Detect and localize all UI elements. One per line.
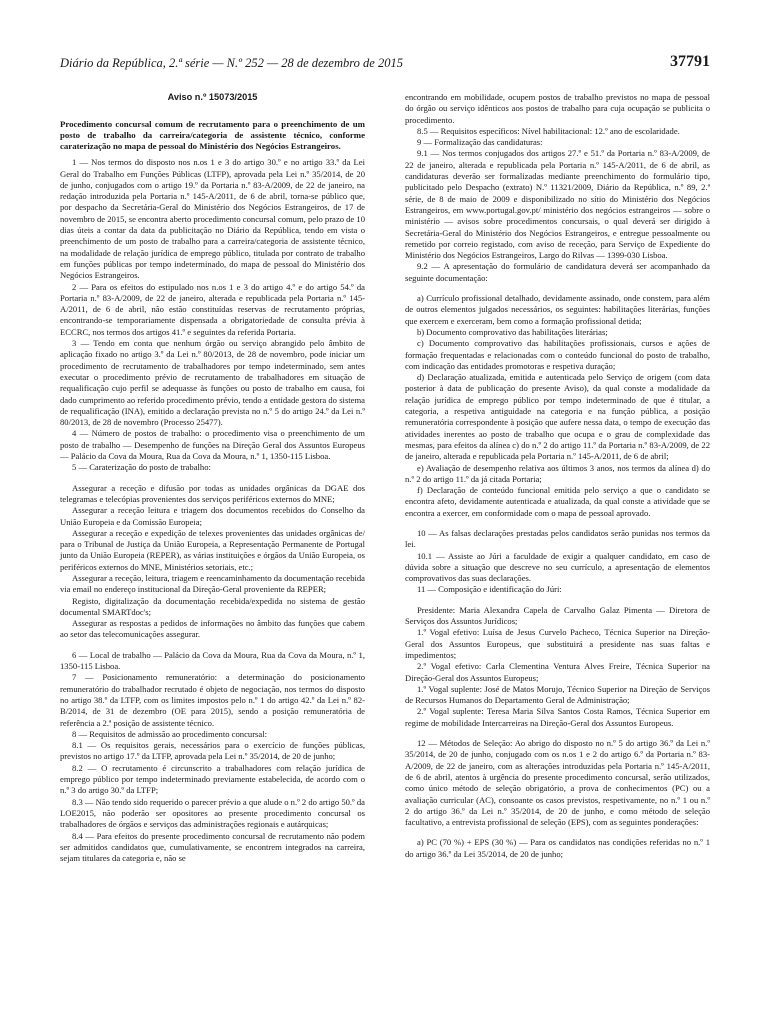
- paragraph: 11 — Composição e identificação do Júri:: [417, 584, 562, 595]
- page-header: [60, 53, 710, 78]
- paragraph: 8.1 — Os requisitos gerais, necessários para o exercício de funções públicas, previstos no artigo 17.º da LTFP, aprovada pela Lei n.º 35/2014, de 20 de junho;: [60, 740, 365, 762]
- paragraph: encontrando em mobilidade, ocupem postos de trabalho previstos no mapa de pessoal do órgão ou serviço idênticos aos postos de trabalho para cuja ocupação se publicita o procedimento.: [405, 92, 710, 125]
- jury-member: 1.º Vogal suplente: José de Matos Morujo, Técnico Superior na Direção de Serviços de Recursos Humanos do Departamento Geral de Administração;: [405, 683, 710, 706]
- paragraph: Assegurar a receção e difusão por todas as unidades orgânicas da DGAE dos telegramas e telecópias provenientes dos serviços periféricos externos do MNE;: [60, 482, 365, 504]
- paragraph: 8.2 — O recrutamento é circunscrito a trabalhadores com relação jurídica de emprego público por tempo indeterminado previamente estabelecida, de acordo com o n.º 3 do artigo 30.º da LTFP;: [60, 762, 365, 796]
- paragraph: 9.2 — A apresentação do formulário de candidatura deverá ser acompanhado da seguinte documentação:: [405, 261, 710, 283]
- jury-member: 1.º Vogal efetivo: Luísa de Jesus Curvelo Pacheco, Técnica Superior na Direção-Geral dos Assuntos Europeus, que substituirá a presidente nas suas faltas e impedimentos;: [405, 627, 710, 660]
- paragraph: 3 — Tendo em conta que nenhum órgão ou serviço abrangido pelo âmbito de aplicação fixado no artigo 3.º da Lei n.º 80/2013, de 28 de novembro, pode iniciar um procedimento de recrutamento de trabalhadores por tempo indeterminado, sem antes executar o procedimento prévio de recrutamento de trabalhadores em situação de requalificação cujo perfil se adequasse às funções ou posto de trabalho em causa, foi dado cumprimento ao referido procedimento prévio, tendo a entidade gestora do sistema de requalificação (INA), emitido a declaração prevista no n.º 5 do artigo 24.º da Lei n.º 80/2013, de 28 de novembro (Processo 25477).: [60, 338, 365, 428]
- paragraph: Assegurar a receção e expedição de telexes provenientes das unidades orgânicas de/ para o Tribunal de Justiça da União Europeia, a Representação Permanente de Portugal junto da União Europeia (REPER), as várias instituições e órgãos da União Europeia, os periféricos externos do MNE, Ministérios setoriais, etc.;: [60, 527, 365, 572]
- running-title: Diário da República, 2.ª série — N.º 252 — 28 de dezembro de 2015: [60, 56, 403, 70]
- paragraph: 8.4 — Para efeitos do presente procedimento concursal de recrutamento não podem ser admitidos candidatos que, cumulativamente, se encontrem integrados na carreira, sejam titulares da categoria e, não se: [60, 830, 365, 864]
- notice-title: Procedimento concursal comum de recrutamento para o preenchimento de um posto de trabalho da carreira/categoria de assistente técnico, conforme caraterização no mapa de pessoal do Ministério dos Negócios Estrangeiros.: [60, 119, 365, 152]
- paragraph: 1 — Nos termos do disposto nos n.os 1 e 3 do artigo 30.º e no artigo 33.º da Lei Geral do Trabalho em Funções Públicas (LTFP), aprovada pela Lei n.º 35/2014, de 20 de junho, conjugados com o artigo 19.º da Portaria n.º 83-A/2009, de 22 de janeiro, na redação introduzida pela Portaria n.º 145-A/2011, de 6 de abril, torna-se público que, por despacho da Secretária-Geral do Ministério dos Negócios Estrangeiros, de 17 de novembro de 2015, se encontra aberto procedimento concursal comum, pelo prazo de 10 dias úteis a contar da data da publicitação no Diário da República, tendo em vista o preenchimento de um posto de trabalho para a carreira/categoria de assistente técnico, na modalidade de relação jurídica de emprego público, titulada por contrato de trabalho em funções públicas por tempo indeterminado, do mapa de pessoal do Ministério dos Negócios Estrangeiros.: [60, 157, 365, 281]
- notice-label: Aviso n.º 15073/2015: [167, 92, 258, 102]
- list-item: a) Currículo profissional detalhado, devidamente assinado, onde constem, para além de outros elementos julgados necessários, os seguintes: habilitações literárias, funções que exercem e exerceram, bem como a formação profissional detida;: [405, 293, 710, 326]
- paragraph: 7 — Posicionamento remuneratório: a determinação do posicionamento remuneratório do trabalhador recrutado é objeto de negociação, nos termos do disposto no artigo 38.º da LTFP, com os limites impostos pelo n.º 1 do artigo 42.º da Lei n.º 82-B/2014, de 31 de dezembro (OE para 2015), sendo a posição remuneratória de referência a 2.ª posição de assistente técnico.: [60, 672, 365, 728]
- paragraph: Assegurar a receção leitura e triagem dos documentos recebidos do Conselho da União Europeia e da Comissão Europeia;: [60, 505, 365, 527]
- paragraph: 9 — Formalização das candidaturas:: [417, 137, 543, 148]
- paragraph: 2 — Para os efeitos do estipulado nos n.os 1 e 3 do artigo 4.º e do artigo 54.º da Portaria n.º 83-A/2009, de 22 de janeiro, alterada e republicada pela Portaria n.º 145-A/2011, de 6 de abril, não estão constituídas reservas de recrutamento próprias, encontrando-se temporariamente dispensada a obrigatoriedade de consulta prévia à ECCRC, nos termos dos artigos 41.º e seguintes da referida Portaria.: [60, 281, 365, 337]
- paragraph: 4 — Número de postos de trabalho: o procedimento visa o preenchimento de um posto de trabalho — Desempenho de funções na Direção Geral dos Assuntos Europeus — Palácio da Cova da Moura, Rua da Cova da Moura, n.º 1, 1350-115 Lisboa.: [60, 428, 365, 462]
- jury-member: Presidente: Maria Alexandra Capela de Carvalho Galaz Pimenta — Diretora de Serviços dos Assuntos Jurídicos;: [405, 604, 710, 627]
- paragraph: Assegurar as respostas a pedidos de informações no âmbito das funções que cabem ao setor das telecomunicações assegurar.: [60, 618, 365, 640]
- list-item: b) Documento comprovativo das habilitações literárias;: [417, 326, 608, 337]
- paragraph: 10.1 — Assiste ao Júri a faculdade de exigir a qualquer candidato, em caso de dúvida sobre a situação que descreve no seu currículo, a apresentação de elementos comprovativos das suas declarações.: [405, 550, 710, 584]
- paragraph: 9.1 — Nos termos conjugados dos artigos 27.º e 51.º da Portaria n.º 83-A/2009, de 22 de janeiro, alterada e republicada pela Portaria n.º 145-A/2011, de 6 de abril, as candidaturas deverão ser formalizadas mediante preenchimento do formulário tipo, publicitado pelo Despacho (extrato) N.º 11321/2009, Diário da República, n.º 89, 2.ª série, de 8 de maio de 2009 e disponibilizado no sítio do Ministério dos Negócios Estrangeiros, em www.portugal.gov.pt/ ministério dos negócios estrangeiros — sobre o ministério — avisos sobre procedimentos concursais, o qual deverá ser dirigido à Secretária-Geral do Ministério dos Negócios Estrangeiros, e entregue pessoalmente ou remetido por correio registado, com aviso de receção, para Serviço de Expediente do Ministério dos Negócios Estrangeiros, Largo do Rilvas — 1399-030 Lisboa.: [405, 148, 710, 261]
- list-item: a) PC (70 %) + EPS (30 %) — Para os candidatos nas condições referidas no n.º 1 do artigo 36.º da Lei 35/2014, de 20 de junho;: [405, 837, 710, 859]
- paragraph: 6 — Local de trabalho — Palácio da Cova da Moura, Rua da Cova da Moura, n.º 1, 1350-115 Lisboa.: [60, 649, 365, 672]
- paragraph: 10 — As falsas declarações prestadas pelos candidatos serão punidas nos termos da lei.: [405, 527, 710, 550]
- paragraph: 8.3 — Não tendo sido requerido o parecer prévio a que alude o n.º 2 do artigo 50.º da LOE2015, não poderão ser opositores ao presente procedimento concursal os trabalhadores de órgãos e serviços das administrações regionais e autárquicas;: [60, 796, 365, 830]
- paragraph: 12 — Métodos de Seleção: Ao abrigo do disposto no n.º 5 do artigo 36.º da Lei n.º 35/2014, de 20 de junho, conjugado com os n.os 1 e 2 do artigo 6.º da Portaria n.º 83-A/2009, de 22 de janeiro, com as alterações introduzidas pela Portaria n.º 145-A/2011, de 6 de abril, atentos à urgência do presente procedimento concursal, serão utilizados, como único método de seleção obrigatório, a prova de conhecimentos (PC) ou a avaliação curricular (AC), consoante os casos previstos, respetivamente, no n.º 1 ou n.º 2 do artigo 36.º da Lei n.º 35/2014, de 20 de junho, e como método de seleção facultativo, a entrevista profissional de seleção (EPS), com as seguintes ponderações:: [405, 738, 710, 828]
- right-column: [405, 92, 710, 860]
- list-item: d) Declaração atualizada, emitida e autenticada pelo Serviço de origem (com data posterior à data de publicação do presente Aviso), da qual conste a modalidade da relação jurídica de emprego público por tempo indeterminado de que é titular, a categoria, a respetiva antiguidade na categoria e na função pública, a posição remuneratória correspondente à posição que aufere nessa data, o tempo de execução das atividades inerentes ao posto de trabalho que ocupa e o grau de complexidade das mesmas, para efeitos da alínea c) do n.º 2 do artigo 11.º da Portaria n.º 83-A/2009, de 22 de janeiro, alterada e republicada pela Portaria n.º 145-A/2011, de 6 de abril;: [405, 372, 710, 462]
- paragraph: 8.5 — Requisitos específicos: Nível habilitacional: 12.º ano de escolaridade.: [417, 125, 680, 136]
- list-item: f) Declaração de conteúdo funcional emitida pelo serviço a que o candidato se encontra afeto, devidamente autenticada e atualizada, da qual conste a atividade que se encontra a exercer, em conformidade com o mapa de pessoal aprovado.: [405, 485, 710, 518]
- list-item: e) Avaliação de desempenho relativa aos últimos 3 anos, nos termos da alínea d) do n.º 2 do artigo 11.º da já citada Portaria;: [405, 462, 710, 484]
- paragraph: 5 — Caraterização do posto de trabalho:: [72, 462, 211, 473]
- jury-member: 2.º Vogal suplente: Teresa Maria Silva Santos Costa Ramos, Técnica Superior em regime de mobilidade Intercarreiras na Direção-Geral dos Assuntos Europeus.: [405, 706, 710, 728]
- paragraph: 8 — Requisitos de admissão ao procedimento concursal:: [72, 728, 267, 739]
- paragraph: Assegurar a receção, leitura, triagem e reencaminhamento da documentação recebida via email no endereço institucional da Direção-Geral proveniente da REPER;: [60, 572, 365, 595]
- paragraph: Registo, digitalização da documentação recebida/expedida no sistema de gestão documental SMARTdoc's;: [60, 595, 365, 617]
- list-item: c) Documento comprovativo das habilitações profissionais, cursos e ações de formação frequentadas e relacionadas com o conteúdo funcional do posto de trabalho, com indicação das entidades promotoras e respetiva duração;: [405, 338, 710, 371]
- page-number: 37791: [670, 53, 710, 70]
- left-column: [60, 92, 365, 864]
- jury-member: 2.º Vogal efetivo: Carla Clementina Ventura Alves Freire, Técnica Superior na Direção-Geral dos Assuntos Europeus;: [405, 661, 710, 683]
